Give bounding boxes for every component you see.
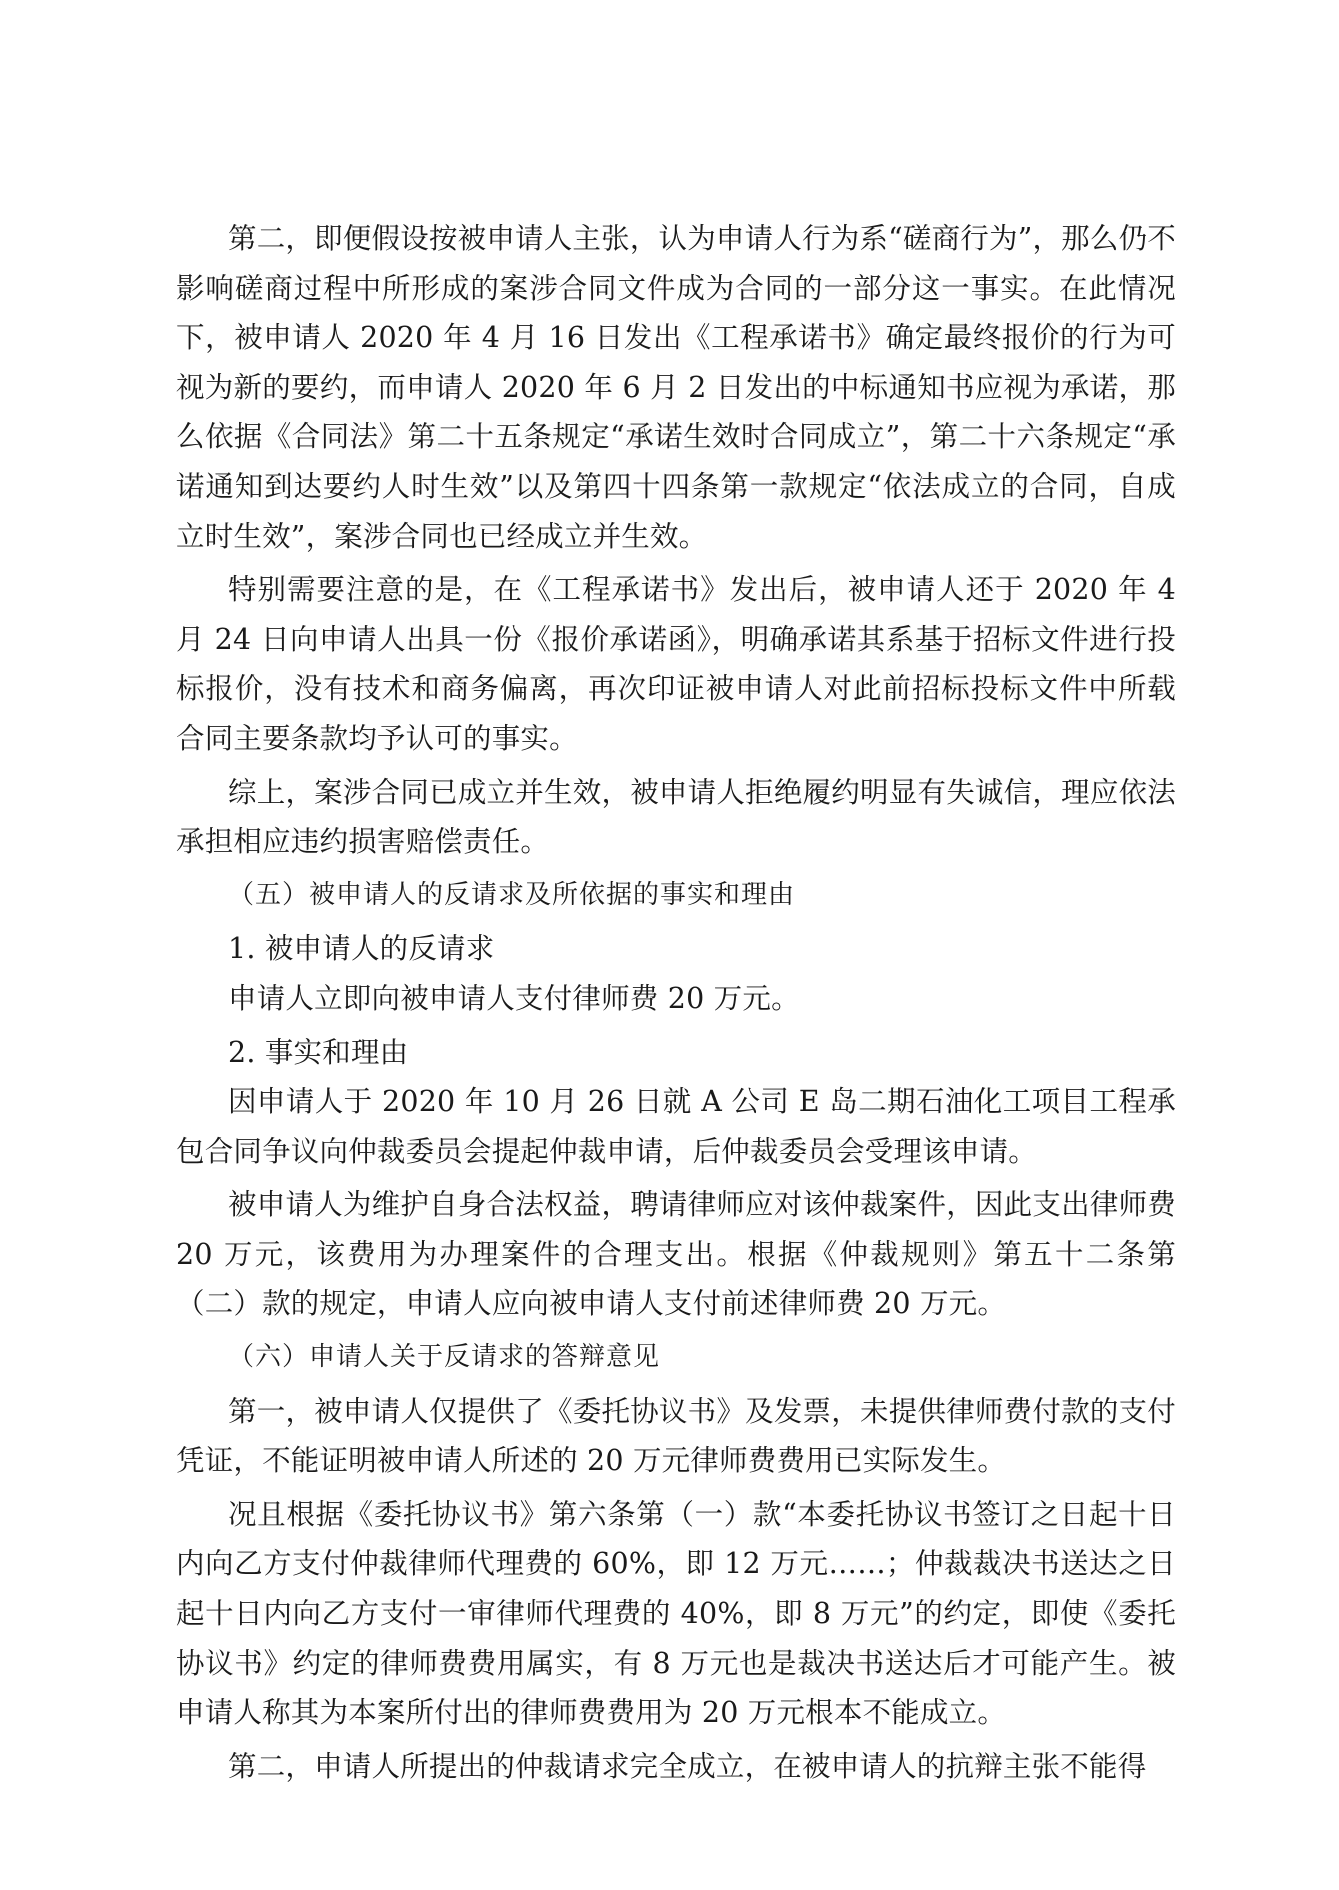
subheading-facts: 2. 事实和理由 <box>228 1035 409 1069</box>
paragraph-defense-3: 第二，申请人所提出的仲裁请求完全成立，在被申请人的抗辩主张不能得 <box>228 1749 1147 1783</box>
paragraph-counterclaim: 申请人立即向被申请人支付律师费 20 万元。 <box>228 981 800 1015</box>
paragraph-special-note: 特别需要注意的是，在《工程承诺书》发出后，被申请人还于 2020 年 4 月 24 日向申请人出具一份《报价承诺函》，明确承诺其系基于招标文件进行投标报价，没有技术和商务偏离，再次印证被申请人对此前招标投标文件中所载合同主要条款均予认可的事实。 <box>176 573 1176 755</box>
section-heading-six: （六）申请人关于反请求的答辩意见 <box>228 1342 661 1373</box>
paragraph-defense-1: 第一，被申请人仅提供了《委托协议书》及发票，未提供律师费付款的支付凭证，不能证明被申请人所述的 20 万元律师费费用已实际发生。 <box>176 1394 1176 1478</box>
paragraph-defense-2: 况且根据《委托协议书》第六条第（一）款“本委托协议书签订之日起十日内向乙方支付仲裁律师代理费的 60%，即 12 万元……；仲裁裁决书送达之日起十日内向乙方支付一审律师代理费的 40%，即 8 万元”的约定，即使《委托协议书》约定的律师费费用属实，有 8 万元也是裁决书送达后才可能产生。被申请人称其为本案所付出的律师费费用为 20 万元根本不能成立。 <box>176 1497 1176 1730</box>
section-heading-five: （五）被申请人的反请求及所依据的事实和理由 <box>228 879 796 910</box>
document-page <box>176 214 1176 1795</box>
paragraph-second-point: 第二，即便假设按被申请人主张，认为申请人行为系“磋商行为”，那么仍不影响磋商过程中所形成的案涉合同文件成为合同的一部分这一事实。在此情况下，被申请人 2020 年 4 月 16 日发出《工程承诺书》确定最终报价的行为可视为新的要约，而申请人 2020 年 6 月 2 日发出的中标通知书应视为承诺，那么依据《合同法》第二十五条规定“承诺生效时合同成立”，第二十六条规定“承诺通知到达要约人时生效”以及第四十四条第一款规定“依法成立的合同，自成立时生效”，案涉合同也已经成立并生效。 <box>176 222 1176 553</box>
subheading-counterclaim: 1. 被申请人的反请求 <box>228 932 495 966</box>
paragraph-facts-1: 因申请人于 2020 年 10 月 26 日就 A 公司 E 岛二期石油化工项目工程承包合同争议向仲裁委员会提起仲裁申请，后仲裁委员会受理该申请。 <box>176 1085 1176 1168</box>
paragraph-summary: 综上，案涉合同已成立并生效，被申请人拒绝履约明显有失诚信，理应依法承担相应违约损害赔偿责任。 <box>176 775 1176 859</box>
paragraph-facts-2: 被申请人为维护自身合法权益，聘请律师应对该仲裁案件，因此支出律师费 20 万元，该费用为办理案件的合理支出。根据《仲裁规则》第五十二条第（二）款的规定，申请人应向被申请人支付前述律师费 20 万元。 <box>176 1188 1176 1321</box>
